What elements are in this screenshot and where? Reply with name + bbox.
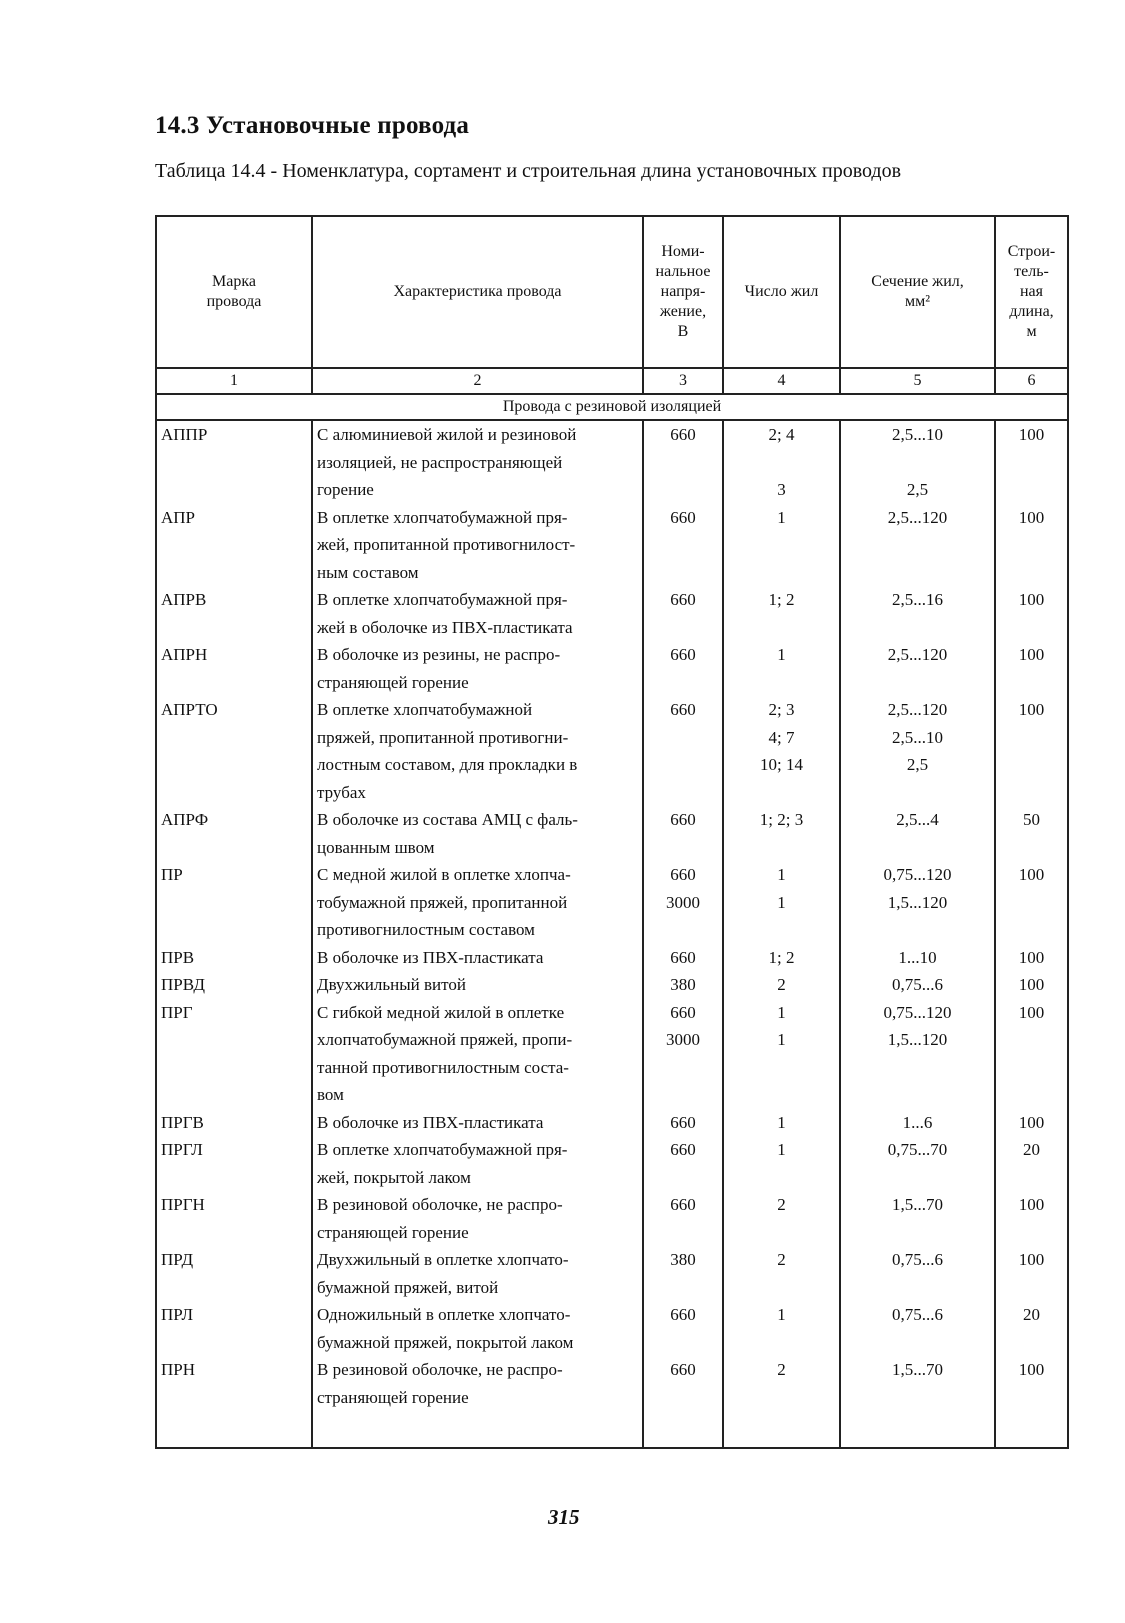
table-row [156,641,1068,696]
cell-length [995,696,1068,806]
cell-length [995,641,1068,696]
cell-line: 660 [670,1360,696,1379]
table-row [156,861,1068,944]
cell-line: 660 [670,810,696,829]
cell-line: 100 [1018,1360,1045,1379]
cell-cores [723,806,840,861]
header-section: Сечение жил, мм² [840,216,995,368]
cell-line: жей, покрытой лаком [317,1167,471,1187]
cell-voltage [643,971,723,999]
cell-line: В резиновой оболочке, не распро- [317,1360,563,1379]
cell-line: 20 [1023,1305,1040,1324]
cell-section [840,999,995,1109]
cell-section [840,1191,995,1246]
cell-characteristic [312,1356,643,1411]
cell-line: ным составом [317,562,419,582]
cell-line: 660 [670,507,696,527]
cell-line: 100 [1018,975,1045,994]
cell-line: бумажной пряжей, витой [317,1277,499,1297]
cell-section [840,641,995,696]
cell-characteristic [312,696,643,806]
header-characteristic: Характеристика провода [312,216,643,368]
cell-line: страняющей горение [317,672,469,692]
cell-line: АПРН [161,645,208,664]
cell-line: жей в оболочке из ПВХ-пластиката [317,617,573,637]
cell-voltage [643,504,723,587]
empty-cell [723,1411,840,1448]
cell-line: 660 [670,590,696,609]
cell-line: АПР [161,507,196,527]
cell-line: 2 [777,1250,786,1269]
cell-line: 660 [670,700,696,719]
cell-line: С гибкой медной жилой в оплетке [317,1002,565,1022]
cell-line: бумажной пряжей, покрытой лаком [317,1332,574,1352]
cell-voltage [643,806,723,861]
cell-length [995,1246,1068,1301]
cell-line: 2,5...10 [892,727,943,747]
cell-characteristic [312,806,643,861]
cell-line: 100 [1018,865,1045,884]
cell-mark [156,420,312,504]
cell-mark [156,806,312,861]
cell-mark [156,1191,312,1246]
empty-cell [840,1411,995,1448]
cell-line: 0,75...6 [892,975,943,994]
header-length: Строи- тель- ная длина, м [995,216,1068,368]
empty-cell [643,1411,723,1448]
cell-mark [156,1109,312,1137]
cell-cores [723,420,840,504]
cell-mark [156,641,312,696]
cell-line: 0,75...6 [892,1305,943,1324]
cell-voltage [643,1136,723,1191]
cell-line: 2,5...120 [887,700,948,719]
cell-mark [156,1301,312,1356]
cell-mark [156,944,312,972]
cell-line: 2; 4 [768,425,795,444]
cell-line: 660 [670,1112,696,1132]
cell-voltage [643,999,723,1109]
cell-line: В оболочке из ПВХ-пластиката [317,947,544,967]
cell-line: страняющей горение [317,1222,469,1242]
cell-section [840,420,995,504]
cell-line: 0,75...70 [887,1140,948,1159]
cell-line: жей, пропитанной противогнилост- [317,535,576,554]
group-title: Провода с резиновой изоляцией [156,394,1068,420]
cell-line: 2 [777,1360,786,1379]
cell-line: ПРГ [161,1002,193,1022]
wire-spec-table [155,215,1069,1449]
cell-characteristic [312,944,643,972]
cell-length [995,806,1068,861]
cell-line: АПРФ [161,810,209,829]
cell-line: горение [317,480,374,499]
cell-voltage [643,1246,723,1301]
cell-line: С алюминиевой жилой и резиновой [317,425,577,444]
cell-voltage [643,944,723,972]
cell-voltage [643,861,723,944]
cell-cores [723,1246,840,1301]
cell-line: 3 [777,480,786,499]
cell-line: цованным швом [317,837,435,857]
cell-line: С медной жилой в оплетке хлопча- [317,865,571,884]
cell-characteristic [312,1191,643,1246]
cell-line: 1,5...120 [887,1030,948,1049]
cell-line: 660 [670,1140,696,1159]
header-cores: Число жил [723,216,840,368]
cell-line: АПРТО [161,700,218,719]
cell-voltage [643,1356,723,1411]
cell-line: 1 [777,1002,786,1022]
cell-characteristic [312,1136,643,1191]
cell-cores [723,1356,840,1411]
table-row [156,1301,1068,1356]
cell-mark [156,586,312,641]
cell-section [840,861,995,944]
table-row [156,971,1068,999]
cell-cores [723,944,840,972]
cell-characteristic [312,504,643,587]
page-number: 315 [548,1505,580,1529]
cell-line: 1,5...70 [892,1195,943,1214]
cell-line: 2 [777,975,786,994]
cell-line: изоляцией, не распространяющей [317,452,563,472]
cell-characteristic [312,1301,643,1356]
cell-cores [723,861,840,944]
cell-line: 1 [777,865,786,884]
cell-line: хлопчатобумажной пряжей, пропи- [317,1030,573,1049]
cell-line: ПРЛ [161,1305,193,1324]
empty-cell [312,1411,643,1448]
cell-cores [723,696,840,806]
cell-line: АППР [161,425,208,444]
column-number: 1 [156,368,312,394]
table-row [156,504,1068,587]
cell-line: 660 [670,865,696,884]
cell-line: Двухжильный витой [317,975,466,994]
group-row [156,394,1068,420]
table-row [156,586,1068,641]
cell-section [840,504,995,587]
cell-line: тобумажной пряжей, пропитанной [317,892,568,912]
cell-section [840,806,995,861]
cell-line: 2,5...16 [892,590,943,609]
cell-line: В оболочке из резины, не распро- [317,645,561,664]
cell-line: 660 [670,947,696,967]
cell-line: 1 [777,1140,786,1159]
cell-line: 0,75...120 [883,865,952,884]
header-voltage: Номи- нальное напря- жение, В [643,216,723,368]
table-caption: Таблица 14.4 - Номенклатура, сортамент и строительная длина установочных проводов [155,160,902,182]
cell-mark [156,1136,312,1191]
cell-line: лостным составом, для прокладки в [317,755,578,774]
cell-line: 100 [1018,590,1045,609]
cell-voltage [643,696,723,806]
cell-length [995,1356,1068,1411]
cell-line: 380 [670,975,696,994]
cell-line: 2,5...4 [896,810,939,829]
cell-line: В оплетке хлопчатобумажной [317,700,533,719]
table-row [156,1136,1068,1191]
cell-voltage [643,1301,723,1356]
cell-line: ПРД [161,1250,194,1269]
cell-length [995,944,1068,972]
cell-mark [156,1246,312,1301]
cell-cores [723,1109,840,1137]
cell-characteristic [312,1246,643,1301]
cell-line: Одножильный в оплетке хлопчато- [317,1305,571,1324]
cell-line: 100 [1018,700,1045,719]
table-row [156,420,1068,504]
cell-line: 660 [670,1195,696,1214]
cell-line: ПРГН [161,1195,205,1214]
cell-line: вом [317,1085,344,1104]
cell-mark [156,861,312,944]
cell-section [840,1356,995,1411]
cell-characteristic [312,641,643,696]
cell-line: противогнилостным составом [317,920,535,939]
cell-cores [723,641,840,696]
cell-line: 100 [1018,1195,1045,1214]
cell-mark [156,971,312,999]
cell-line: 660 [670,1002,696,1022]
cell-cores [723,1136,840,1191]
cell-line: 1 [777,1030,786,1049]
column-number: 4 [723,368,840,394]
column-number: 5 [840,368,995,394]
cell-section [840,1109,995,1137]
cell-line: 2,5...120 [887,645,948,664]
cell-line: В оболочке из ПВХ-пластиката [317,1112,544,1132]
cell-line: 20 [1023,1140,1040,1159]
cell-length [995,1109,1068,1137]
column-number-row [156,368,1068,394]
cell-line: Двухжильный в оплетке хлопчато- [317,1250,569,1269]
cell-line: 100 [1018,1112,1045,1132]
cell-cores [723,586,840,641]
cell-mark [156,999,312,1109]
cell-cores [723,999,840,1109]
table-row [156,806,1068,861]
cell-line: В оплетке хлопчатобумажной пря- [317,590,568,609]
cell-cores [723,971,840,999]
cell-line: 1; 2 [768,590,795,609]
cell-voltage [643,1109,723,1137]
cell-line: 2; 3 [768,700,795,719]
cell-line: ПР [161,865,183,884]
cell-line: В оплетке хлопчатобумажной пря- [317,1140,568,1159]
cell-line: В оболочке из состава АМЦ с фаль- [317,810,578,829]
table-row [156,1109,1068,1137]
cell-line: 1 [777,1305,786,1324]
cell-line: 660 [670,1305,696,1324]
cell-cores [723,1301,840,1356]
cell-line: 100 [1018,1002,1045,1022]
cell-line: пряжей, пропитанной противогни- [317,727,569,747]
column-number: 3 [643,368,723,394]
cell-line: 100 [1018,645,1045,664]
empty-cell [156,1411,312,1448]
cell-length [995,1136,1068,1191]
cell-characteristic [312,586,643,641]
cell-line: 100 [1018,1250,1045,1269]
cell-line: 0,75...120 [883,1002,952,1022]
table-row [156,1191,1068,1246]
cell-mark [156,1356,312,1411]
column-number: 2 [312,368,643,394]
cell-line: 100 [1018,947,1045,967]
cell-section [840,1301,995,1356]
cell-line: 10; 14 [760,755,803,774]
cell-line: 1 [777,892,786,912]
cell-length [995,420,1068,504]
cell-characteristic [312,1109,643,1137]
cell-voltage [643,1191,723,1246]
cell-line [728,449,835,477]
cell-line: 660 [670,645,696,664]
cell-line: 50 [1023,810,1040,829]
column-number: 6 [995,368,1068,394]
table-row [156,1356,1068,1411]
cell-line: ПРН [161,1360,196,1379]
cell-line: 1; 2; 3 [759,810,804,829]
cell-line: 1; 2 [768,947,795,967]
cell-line: страняющей горение [317,1387,469,1407]
cell-line: 2,5 [906,755,929,774]
cell-characteristic [312,971,643,999]
cell-line: 1...6 [902,1112,933,1132]
cell-section [840,586,995,641]
cell-line: ПРГВ [161,1112,204,1132]
cell-characteristic [312,420,643,504]
cell-cores [723,504,840,587]
cell-characteristic [312,861,643,944]
cell-line: 2,5...10 [892,425,943,444]
cell-line: 2,5 [906,480,929,499]
cell-line: 1 [777,645,786,664]
cell-line: В резиновой оболочке, не распро- [317,1195,563,1214]
cell-length [995,1191,1068,1246]
cell-line: 380 [670,1250,696,1269]
table-body [156,420,1068,1448]
cell-mark [156,696,312,806]
cell-voltage [643,586,723,641]
table-row [156,1246,1068,1301]
cell-length [995,971,1068,999]
table-row [156,999,1068,1109]
cell-cores [723,1191,840,1246]
cell-voltage [643,641,723,696]
cell-mark [156,504,312,587]
table-row [156,944,1068,972]
cell-section [840,696,995,806]
cell-line: 2,5...120 [887,507,948,527]
header-row [156,216,1068,368]
cell-length [995,999,1068,1109]
table-row [156,696,1068,806]
table-filler-row [156,1411,1068,1448]
cell-length [995,1301,1068,1356]
cell-length [995,586,1068,641]
cell-section [840,1136,995,1191]
cell-line: ПРВД [161,975,206,994]
cell-line: 2 [777,1195,786,1214]
cell-section [840,1246,995,1301]
cell-line: В оплетке хлопчатобумажной пря- [317,507,568,527]
cell-line: 100 [1018,425,1045,444]
cell-section [840,944,995,972]
cell-line: 1,5...120 [887,892,948,912]
cell-line: трубах [317,782,366,802]
section-heading: 14.3 Установочные провода [155,112,470,139]
cell-line: 3000 [666,1030,700,1049]
cell-line: 100 [1018,507,1045,527]
cell-line: АПРВ [161,590,207,609]
cell-length [995,861,1068,944]
cell-line: 4; 7 [768,727,795,747]
cell-line: ПРВ [161,947,195,967]
cell-line: танной противогнилостным соста- [317,1057,569,1077]
cell-line: 1 [777,507,786,527]
cell-characteristic [312,999,643,1109]
cell-line: 1...10 [898,947,937,967]
header-mark: Марка провода [156,216,312,368]
cell-voltage [643,420,723,504]
cell-line: 1,5...70 [892,1360,943,1379]
cell-line [845,449,990,477]
cell-length [995,504,1068,587]
cell-line: 3000 [666,892,700,912]
cell-line: 0,75...6 [892,1250,943,1269]
cell-line: 660 [670,425,696,444]
cell-line: 1 [777,1112,786,1132]
cell-line: ПРГЛ [161,1140,203,1159]
cell-section [840,971,995,999]
empty-cell [995,1411,1068,1448]
